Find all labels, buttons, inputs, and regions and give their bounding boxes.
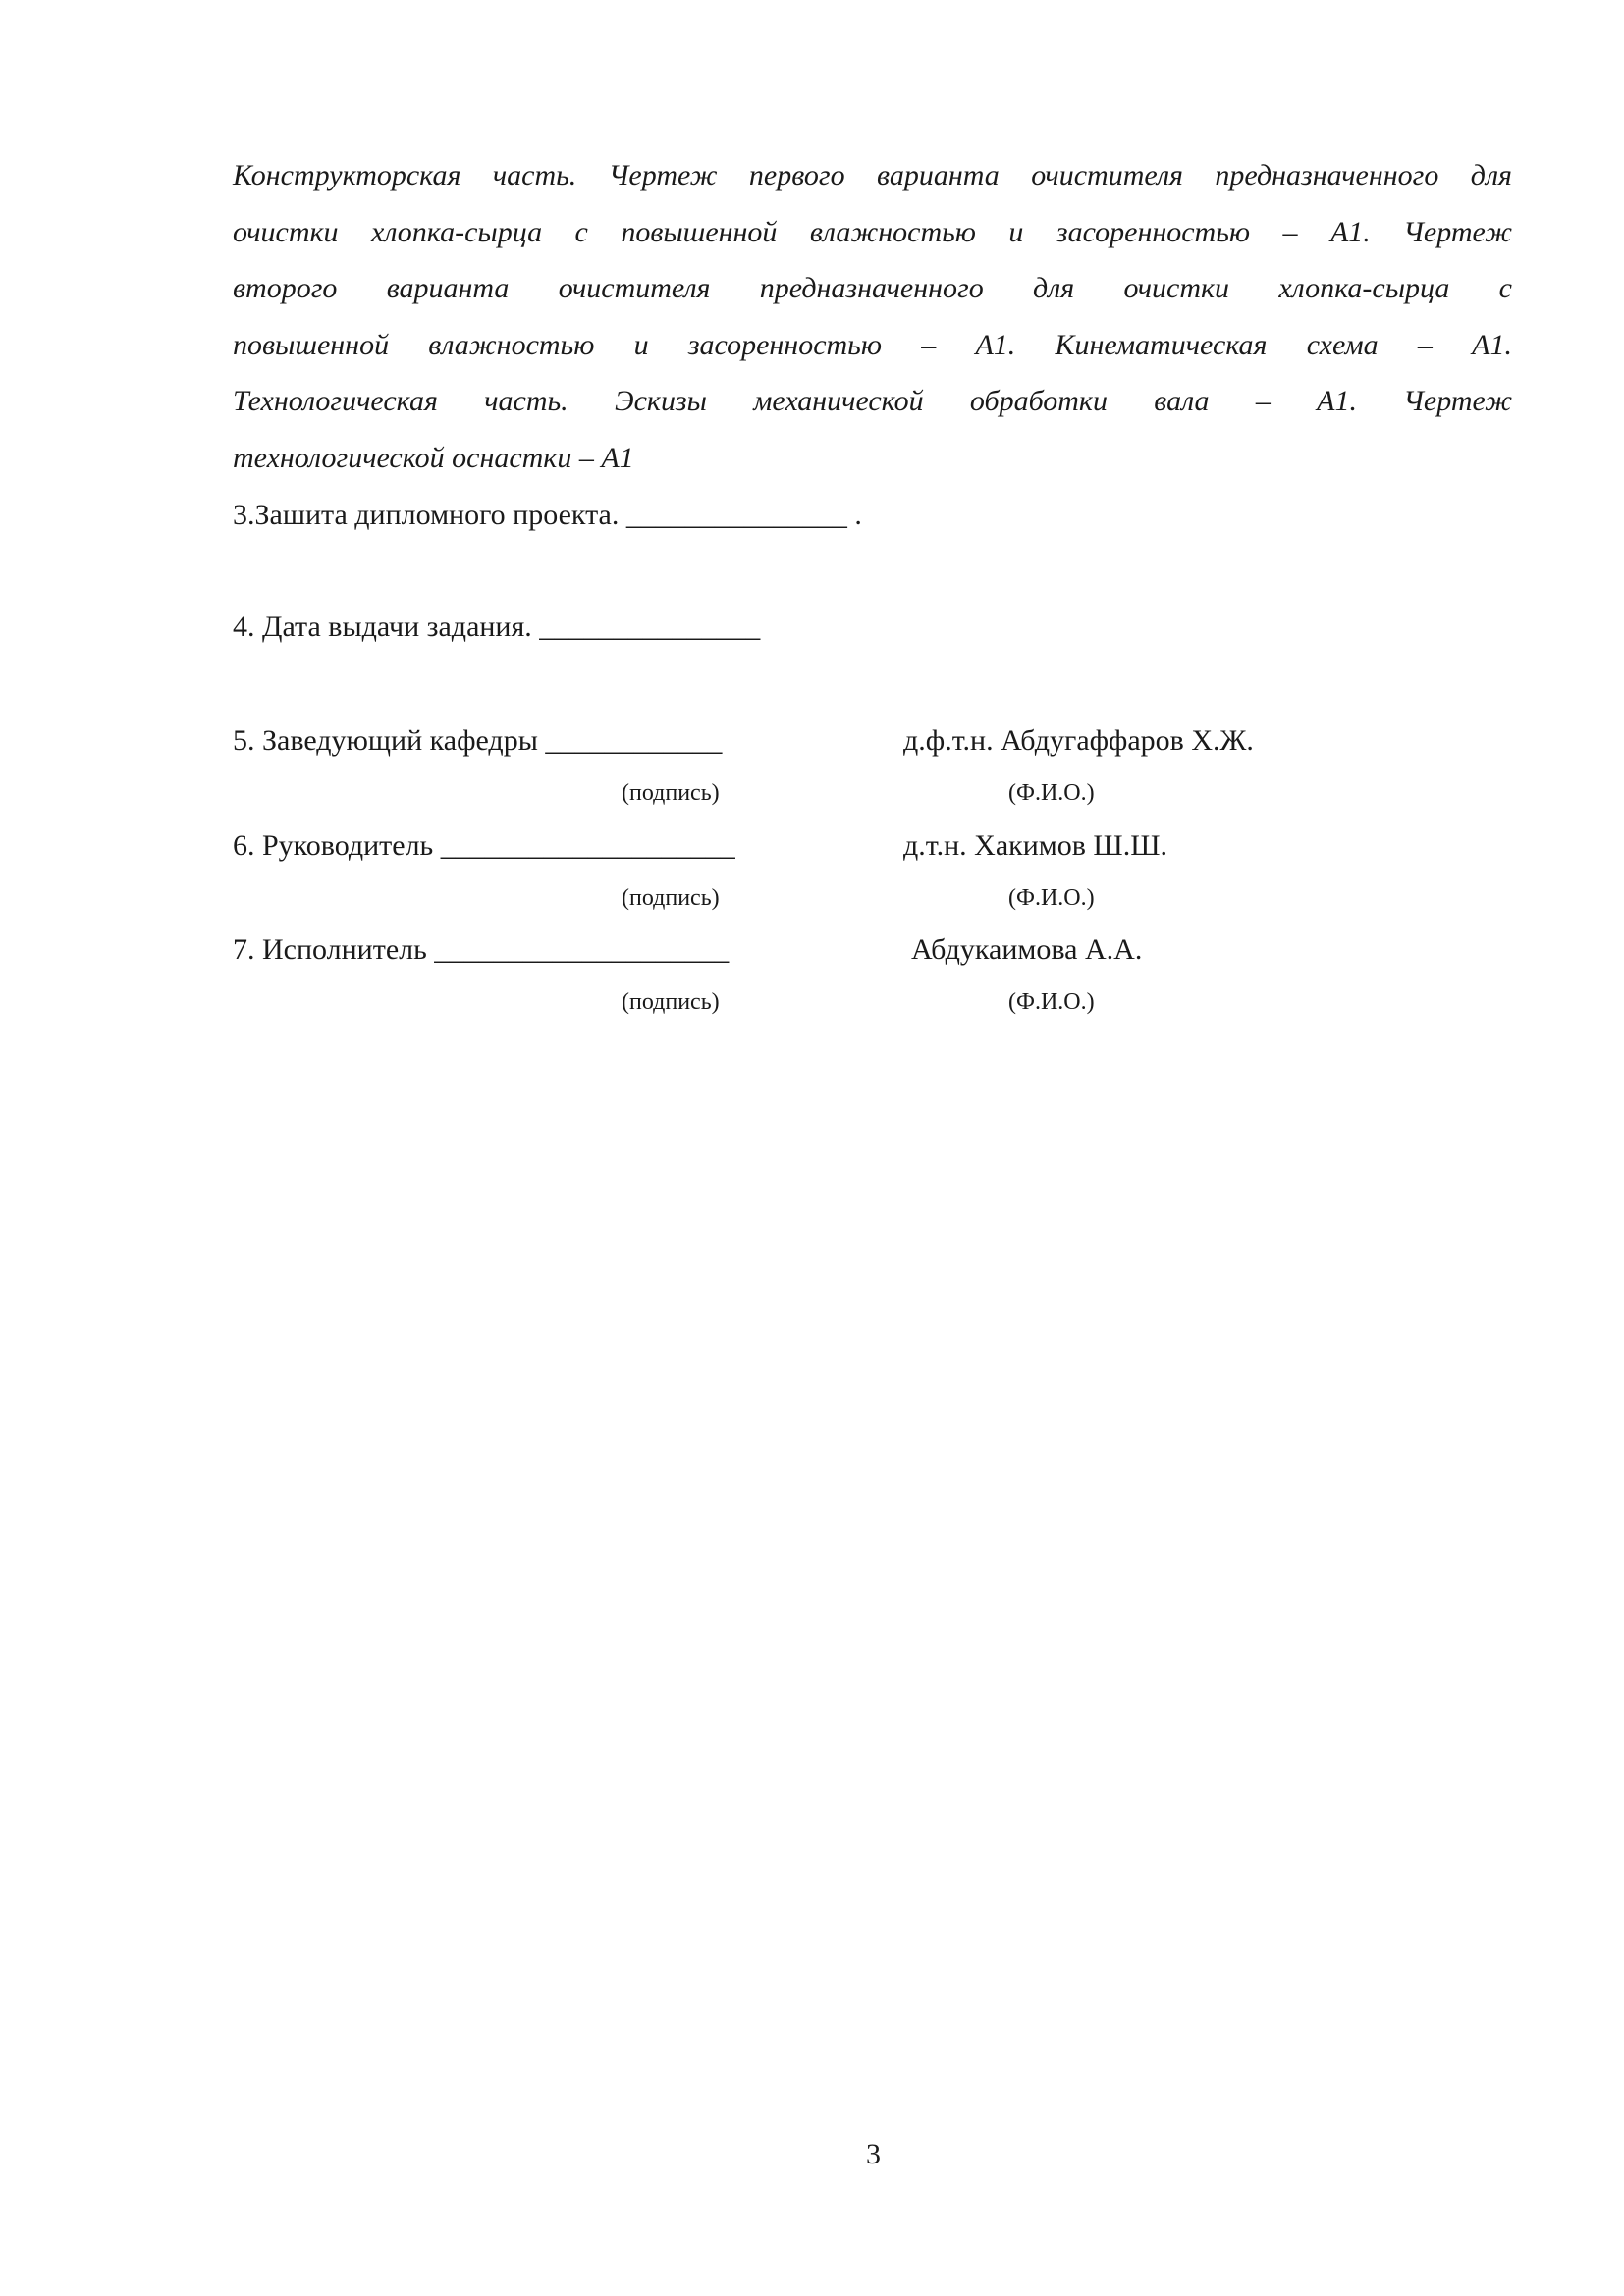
signature-caption: (подпись) [622,989,720,1015]
issue-date-line: 4. Дата выдачи задания. _______________ [233,611,761,643]
assignment-line: очистки хлопка-сырца с повышенной влажностью и засоренностью – А1. Чертеж [233,215,1512,248]
assignment-line: технологической оснастки – А1 [233,441,634,474]
executor-label: 7. Исполнитель ____________________ [233,934,730,966]
assignment-paragraph [233,147,1512,486]
fio-caption: (Ф.И.О.) [1008,989,1095,1015]
page-number: 3 [866,2138,881,2170]
assignment-line: Конструкторская часть. Чертеж первого варианта очистителя предназначенного для [233,159,1512,191]
fio-caption: (Ф.И.О.) [1008,780,1095,806]
executor-name: Абдукаимова А.А. [911,934,1143,966]
head-of-department-label: 5. Заведующий кафедры ____________ [233,724,723,757]
assignment-line: повышенной влажностью и засоренностью – А1. Кинематическая схема – А1. [233,328,1512,361]
defense-line: 3.Зашита дипломного проекта. _______________ . [233,499,862,531]
head-of-department-name: д.ф.т.н. Абдугаффаров Х.Ж. [903,724,1254,757]
fio-caption: (Ф.И.О.) [1008,885,1095,911]
assignment-line: второго варианта очистителя предназначенного для очистки хлопка-сырца с [233,272,1512,304]
supervisor-name: д.т.н. Хакимов Ш.Ш. [903,829,1167,862]
assignment-line: Технологическая часть. Эскизы механической обработки вала – А1. Чертеж [233,385,1512,417]
signature-caption: (подпись) [622,780,720,806]
signature-caption: (подпись) [622,885,720,911]
supervisor-label: 6. Руководитель ____________________ [233,829,735,862]
